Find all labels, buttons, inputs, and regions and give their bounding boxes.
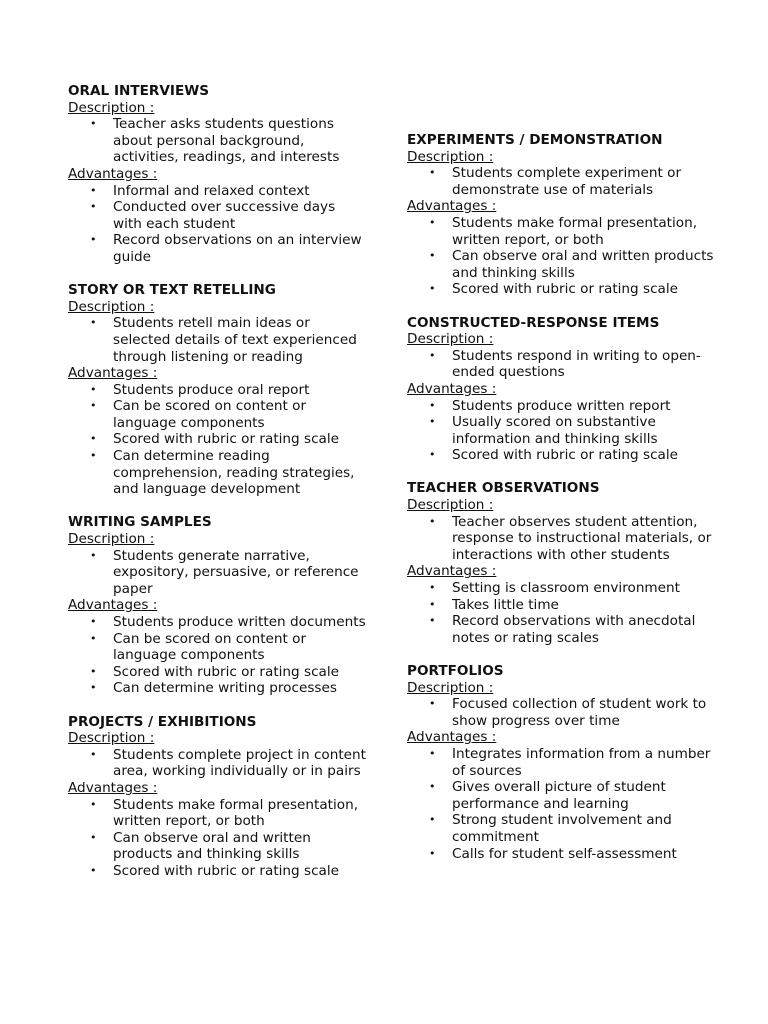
description-label: Description :	[68, 730, 155, 747]
list-item-text: Can be scored on content or language components	[113, 398, 307, 431]
list-item-text: Students produce written report	[452, 397, 671, 414]
description-label: Description :	[68, 99, 155, 116]
description-label: Description :	[68, 531, 155, 548]
advantages-label: Advantages :	[68, 597, 158, 614]
list-item-text: Setting is classroom environment	[452, 580, 680, 597]
section-title: STORY OR TEXT RETELLING	[68, 282, 276, 299]
list-item	[68, 431, 368, 448]
list-item-text: Conducted over successive days with each student	[113, 199, 336, 232]
left-column	[68, 0, 368, 896]
list-item-text: Can determine reading comprehension, reading strategies, and language development	[113, 448, 355, 498]
section-title: EXPERIMENTS / DEMONSTRATION	[407, 132, 663, 148]
list-item	[407, 580, 717, 597]
description-list	[407, 696, 717, 729]
list-item-text: Usually scored on substantive information and thinking skills	[452, 414, 658, 447]
bullet-icon: •	[429, 282, 436, 296]
list-item	[407, 398, 717, 415]
list-item-text: Takes little time	[452, 596, 559, 613]
list-item-text: Students make formal presentation, written report, or both	[452, 214, 698, 248]
bullet-icon: •	[429, 746, 436, 760]
advantages-list	[407, 398, 717, 464]
description-list	[68, 548, 368, 598]
list-item-text: Students produce oral report	[113, 381, 310, 398]
bullet-icon: •	[429, 780, 436, 794]
description-label: Description :	[407, 497, 494, 514]
list-item-text: Can determine writing processes	[113, 680, 337, 697]
list-item	[68, 448, 368, 498]
description-label: Description :	[407, 148, 494, 165]
description-list	[407, 514, 717, 564]
list-item-text: Scored with rubric or rating scale	[113, 663, 340, 680]
list-item	[68, 664, 368, 681]
list-item	[68, 398, 368, 431]
description-label: Description :	[68, 298, 155, 315]
list-item	[407, 613, 717, 646]
list-item-text: Calls for student self-assessment	[452, 845, 677, 862]
list-item-text: Scored with rubric or rating scale	[113, 862, 340, 879]
list-item-text: Students complete project in content area, working individually or in pairs	[113, 746, 366, 780]
bullet-icon: •	[90, 830, 97, 844]
bullet-icon: •	[429, 249, 436, 263]
list-item	[407, 779, 717, 812]
section-title: CONSTRUCTED-RESPONSE ITEMS	[407, 314, 660, 331]
section-experiments-demonstration	[407, 132, 717, 298]
advantages-list	[68, 382, 368, 498]
bullet-icon: •	[90, 747, 97, 761]
list-item	[68, 232, 368, 265]
section-title: PORTFOLIOS	[407, 663, 504, 679]
list-item-text: Informal and relaxed context	[113, 182, 310, 199]
list-item	[407, 348, 717, 381]
section-constructed-response-items	[407, 315, 717, 464]
list-item-text: Students make formal presentation, written report, or both	[113, 796, 359, 830]
description-list	[68, 116, 368, 166]
list-item	[407, 514, 717, 564]
bullet-icon: •	[90, 664, 97, 678]
bullet-icon: •	[90, 681, 97, 695]
description-list	[68, 747, 368, 780]
list-item-text: Teacher observes student attention, response to instructional materials, or interactions with other students	[452, 513, 712, 563]
list-item	[68, 183, 368, 200]
bullet-icon: •	[90, 382, 97, 396]
list-item-text: Can observe oral and written products and thinking skills	[452, 248, 714, 281]
advantages-label: Advantages :	[407, 563, 497, 580]
advantages-label: Advantages :	[407, 380, 497, 397]
list-item-text: Scored with rubric or rating scale	[113, 431, 340, 448]
section-writing-samples	[68, 514, 368, 697]
bullet-icon: •	[90, 615, 97, 628]
bullet-icon: •	[90, 183, 97, 197]
list-item	[407, 696, 717, 729]
list-item-text: Students respond in writing to open-ended questions	[452, 347, 701, 381]
advantages-label: Advantages :	[407, 729, 497, 746]
advantages-list	[407, 580, 717, 646]
list-item	[407, 447, 717, 464]
list-item	[68, 747, 368, 780]
bullet-icon: •	[90, 117, 97, 131]
bullet-icon: •	[429, 514, 436, 528]
bullet-icon: •	[90, 548, 97, 562]
bullet-icon: •	[90, 432, 97, 446]
advantages-label: Advantages :	[68, 165, 158, 182]
list-item-text: Students produce written documents	[113, 614, 366, 630]
bullet-icon: •	[90, 399, 97, 413]
list-item	[407, 746, 717, 779]
list-item	[68, 863, 368, 880]
bullet-icon: •	[90, 863, 97, 877]
bullet-icon: •	[429, 697, 436, 711]
list-item-text: Strong student involvement and commitment	[452, 812, 672, 845]
description-list	[68, 315, 368, 365]
section-teacher-observations	[407, 480, 717, 646]
list-item	[68, 199, 368, 232]
bullet-icon: •	[90, 316, 97, 330]
list-item-text: Scored with rubric or rating scale	[452, 447, 679, 464]
section-oral-interviews	[68, 83, 368, 266]
list-item	[407, 215, 717, 248]
bullet-icon: •	[429, 813, 436, 827]
list-item	[68, 631, 368, 664]
list-item	[68, 315, 368, 365]
advantages-list	[407, 215, 717, 298]
list-item	[407, 812, 717, 845]
list-item	[407, 846, 717, 863]
bullet-icon: •	[429, 398, 436, 412]
list-item	[68, 614, 368, 631]
description-list	[407, 165, 717, 198]
section-story-or-text-retelling	[68, 282, 368, 498]
list-item-text: Scored with rubric or rating scale	[452, 281, 679, 298]
bullet-icon: •	[429, 215, 436, 229]
list-item-text: Students retell main ideas or selected details of text experienced through listening or reading	[113, 315, 357, 365]
list-item	[407, 414, 717, 447]
list-item-text: Students generate narrative, expository, persuasive, or reference paper	[113, 547, 359, 597]
section-portfolios	[407, 663, 717, 862]
bullet-icon: •	[90, 200, 97, 214]
list-item-text: Teacher asks students questions about personal background, activities, readings, and interests	[113, 116, 340, 166]
description-list	[407, 348, 717, 381]
bullet-icon: •	[90, 797, 97, 811]
section-title: ORAL INTERVIEWS	[68, 83, 210, 99]
bullet-icon: •	[90, 449, 97, 463]
bullet-icon: •	[429, 846, 436, 860]
bullet-icon: •	[90, 631, 97, 645]
bullet-icon: •	[429, 166, 436, 180]
list-item-text: Can be scored on content or language components	[113, 630, 307, 664]
advantages-list	[68, 797, 368, 880]
bullet-icon: •	[429, 448, 436, 462]
advantages-list	[68, 614, 368, 697]
bullet-icon: •	[90, 233, 97, 247]
bullet-icon: •	[429, 614, 436, 628]
advantages-label: Advantages :	[68, 779, 158, 796]
list-item-text: Integrates information from a number of sources	[452, 745, 711, 779]
list-item	[407, 281, 717, 298]
advantages-label: Advantages :	[68, 365, 158, 382]
list-item-text: Record observations with anecdotal notes or rating scales	[452, 613, 696, 646]
advantages-list	[68, 183, 368, 266]
list-item	[68, 830, 368, 863]
advantages-label: Advantages :	[407, 198, 497, 215]
description-label: Description :	[407, 679, 494, 696]
right-column	[407, 0, 717, 879]
list-item-text: Gives overall picture of student performance and learning	[452, 779, 666, 812]
description-label: Description :	[407, 331, 494, 348]
list-item	[68, 548, 368, 598]
section-projects-exhibitions	[68, 714, 368, 880]
section-title: PROJECTS / EXHIBITIONS	[68, 713, 257, 730]
list-item	[68, 116, 368, 166]
advantages-list	[407, 746, 717, 862]
section-title: WRITING SAMPLES	[68, 514, 212, 531]
list-item	[68, 797, 368, 830]
list-item	[68, 382, 368, 399]
list-item-text: Can observe oral and written products and thinking skills	[113, 829, 311, 863]
bullet-icon: •	[429, 348, 436, 362]
section-title: TEACHER OBSERVATIONS	[407, 480, 600, 497]
list-item	[68, 680, 368, 697]
list-item-text: Students complete experiment or demonstrate use of materials	[452, 165, 682, 198]
list-item	[407, 165, 717, 198]
bullet-icon: •	[429, 581, 436, 595]
list-item	[407, 248, 717, 281]
list-item	[407, 597, 717, 614]
bullet-icon: •	[429, 415, 436, 429]
bullet-icon: •	[429, 597, 436, 611]
list-item-text: Focused collection of student work to show progress over time	[452, 696, 707, 729]
list-item-text: Record observations on an interview guide	[113, 232, 362, 265]
